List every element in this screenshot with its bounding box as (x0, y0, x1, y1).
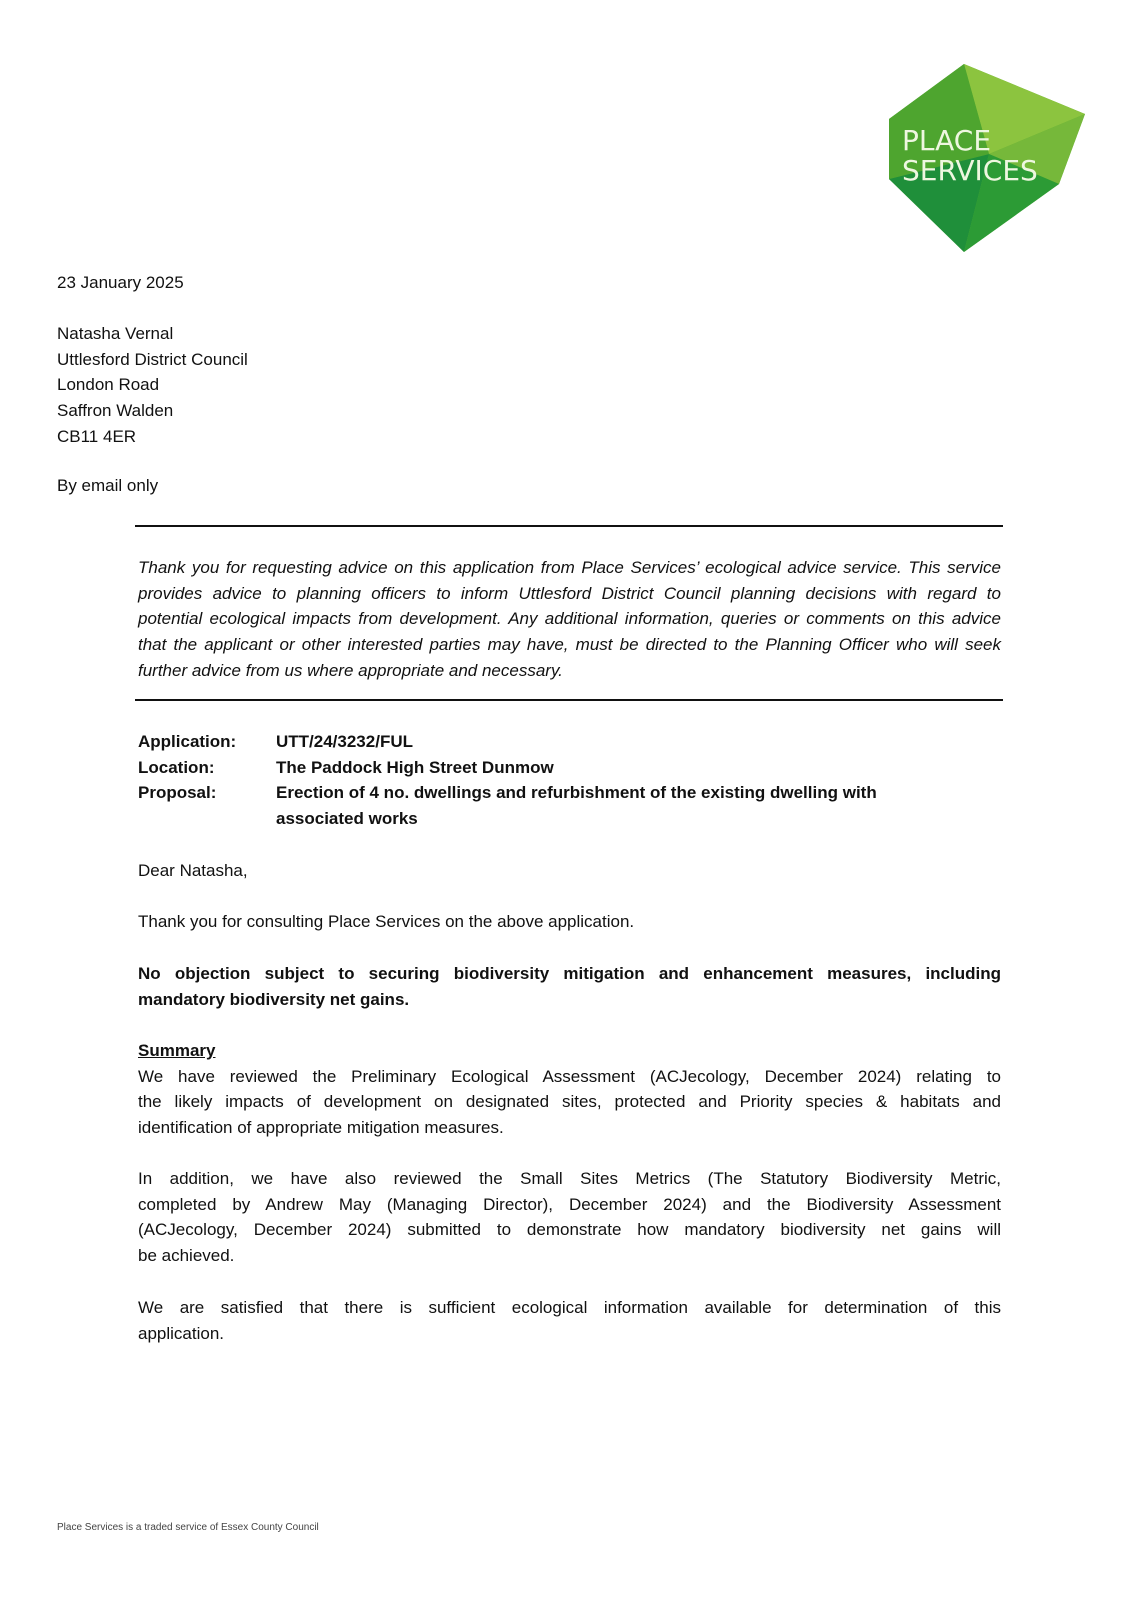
disclaimer (138, 555, 1001, 684)
location-value: The Paddock High Street Dunmow (276, 757, 554, 777)
summary-section (138, 1038, 1001, 1141)
recipient-street: London Road (57, 375, 160, 395)
disclaimer-line: potential ecological impacts from development. Any additional information, queries or comments on this advice (138, 609, 1001, 629)
paragraph-line: In addition, we have also reviewed the Small Sites Metrics (The Statutory Biodiversity Metric, (138, 1169, 1001, 1188)
application-label: Application: (138, 732, 237, 751)
divider-top (135, 525, 1003, 527)
logo-text-place: PLACE (902, 124, 992, 157)
delivery-note: By email only (57, 476, 159, 495)
divider-bottom (135, 699, 1003, 701)
paragraph-line: the likely impacts of development on designated sites, protected and Priority species & habitats and (138, 1092, 1001, 1112)
proposal-value: Erection of 4 no. dwellings and refurbishment of the existing dwelling with (276, 783, 877, 803)
proposal-label: Proposal: (138, 783, 217, 803)
paragraph-line: identification of appropriate mitigation measures. (138, 1118, 504, 1138)
recipient-postcode: CB11 4ER (57, 426, 137, 446)
summary-heading: Summary (138, 1041, 216, 1060)
paragraph-line: We have reviewed the Preliminary Ecological Assessment (ACJecology, December 2024) relating to (138, 1066, 1001, 1086)
location-label: Location: (138, 757, 215, 777)
paragraph-line: application. (138, 1323, 225, 1343)
disclaimer-line: provides advice to planning officers to inform Uttlesford District Council planning decisions with regard to (138, 583, 1001, 603)
place-services-logo (889, 64, 1085, 252)
intro-text: Thank you for consulting Place Services on the above application. (138, 912, 635, 931)
paragraph-line: (ACJecology, December 2024) submitted to demonstrate how mandatory biodiversity net gains will (138, 1220, 1001, 1240)
letter-date: 23 January 2025 (57, 273, 184, 292)
paragraph-2 (138, 1166, 1001, 1269)
salutation: Dear Natasha, (138, 861, 248, 880)
conclusion-line: No objection subject to securing biodiversity mitigation and enhancement measures, including (138, 964, 1001, 983)
conclusion (138, 961, 1001, 1012)
disclaimer-line: further advice from us where appropriate and necessary. (138, 660, 563, 680)
application-ref: UTT/24/3232/FUL (276, 732, 413, 751)
paragraph-line: completed by Andrew May (Managing Director), December 2024) and the Biodiversity Assessment (138, 1194, 1001, 1214)
application-details (138, 729, 1001, 832)
recipient-org: Uttlesford District Council (57, 349, 248, 369)
recipient-address (57, 321, 248, 450)
proposal-value-cont: associated works (276, 809, 418, 829)
disclaimer-line: Thank you for requesting advice on this application from Place Services’ ecological advice service. This service (138, 558, 1001, 577)
footer-note: Place Services is a traded service of Essex County Council (57, 1522, 319, 1533)
paragraph-line: We are satisfied that there is sufficient ecological information available for determination of this (138, 1298, 1001, 1317)
recipient-town: Saffron Walden (57, 401, 174, 421)
recipient-name: Natasha Vernal (57, 324, 174, 343)
paragraph-line: be achieved. (138, 1246, 235, 1266)
paragraph-3 (138, 1295, 1001, 1346)
disclaimer-line: that the applicant or other interested parties may have, must be directed to the Planning Officer who will seek (138, 635, 1001, 655)
conclusion-line: mandatory biodiversity net gains. (138, 989, 410, 1009)
logo-text-services: SERVICES (902, 154, 1038, 187)
